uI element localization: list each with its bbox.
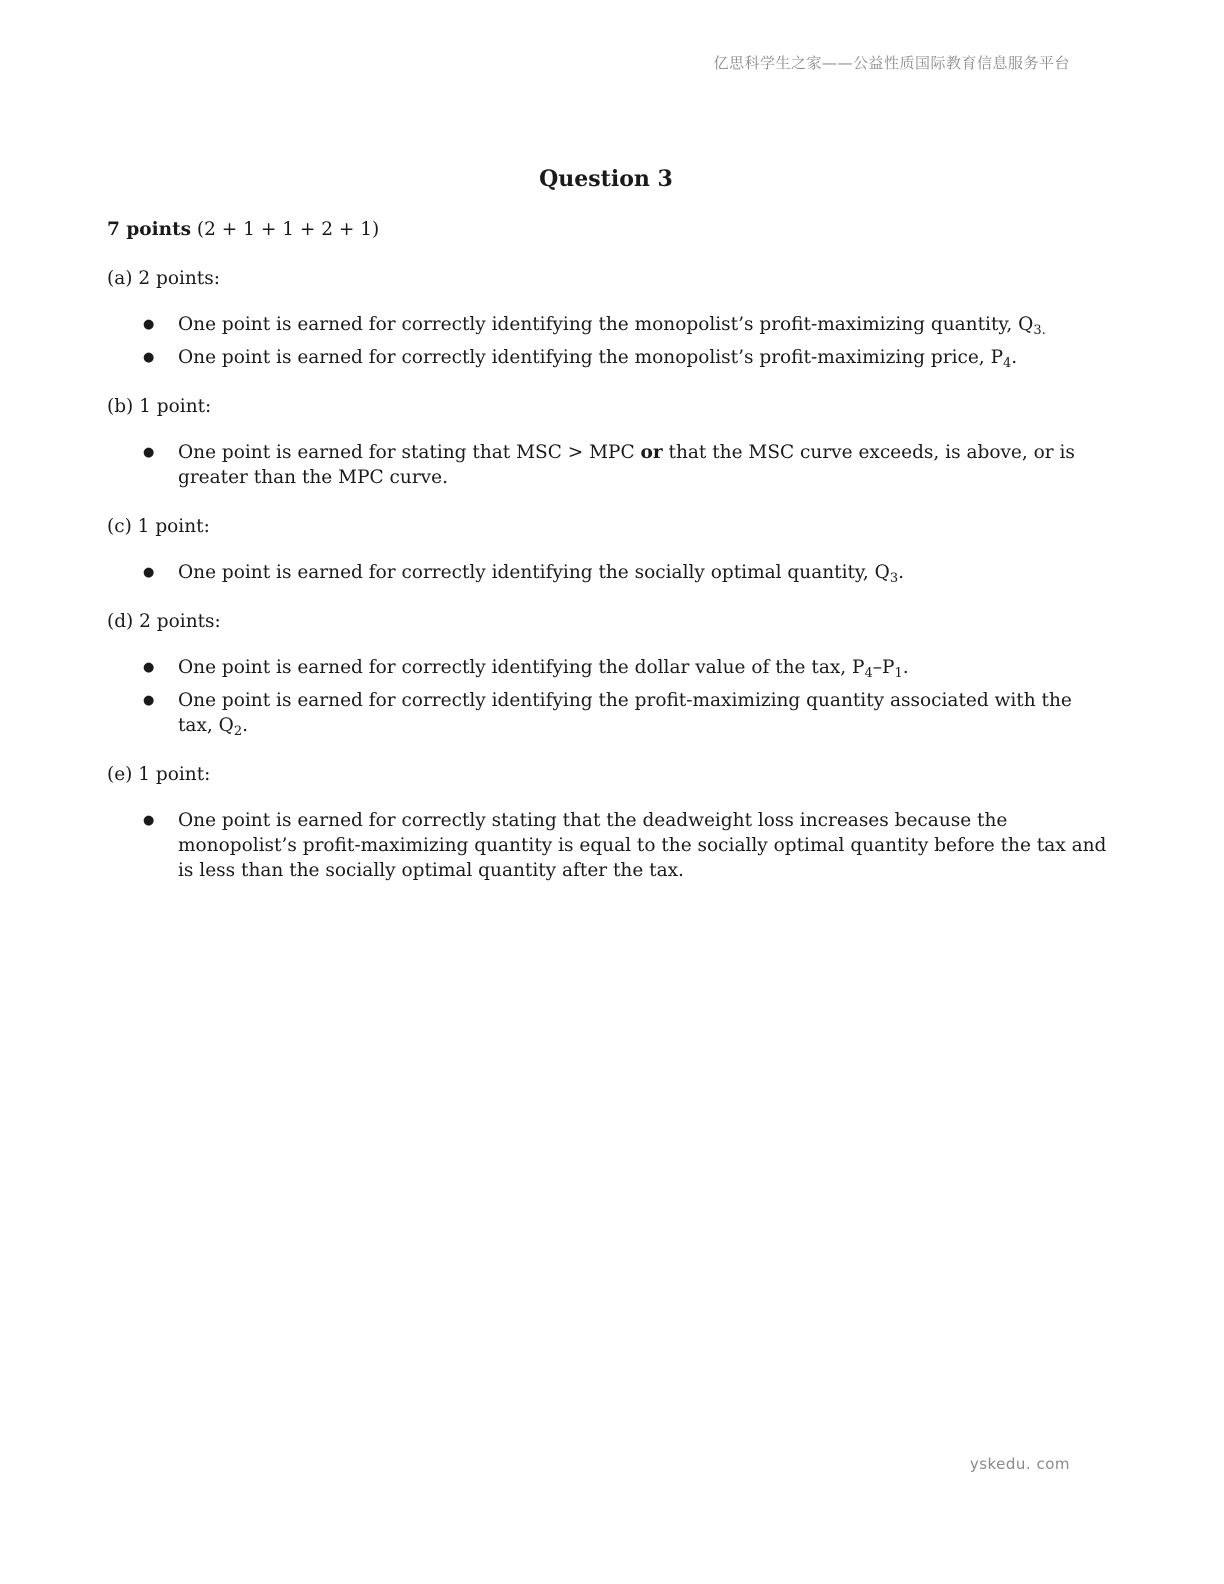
criterion-end: . [1011, 347, 1018, 368]
part-e-criteria [107, 808, 1107, 883]
page-title: Question 3 [539, 166, 673, 192]
part-e-label: (e) 1 point: [107, 764, 211, 785]
criterion-text: One point is earned for stating that MSC > MPC [178, 442, 641, 463]
part-d-label: (d) 2 points: [107, 611, 221, 632]
criterion-text: One point is earned for correctly identifying the monopolist’s profit-maximizing price, P [178, 347, 1004, 368]
list-item [107, 655, 1107, 680]
list-item [107, 688, 1107, 738]
header-watermark: 亿思科学生之家——公益性质国际教育信息服务平台 [713, 54, 1070, 72]
part-d-criteria [107, 655, 1107, 738]
part-c-criteria [107, 560, 1107, 585]
criterion-text: One point is earned for correctly identifying the monopolist’s profit-maximizing quantity, Q [178, 314, 1034, 335]
criterion-mid: –P [872, 657, 895, 678]
list-item [107, 312, 1107, 337]
subscript: 4 [864, 666, 873, 681]
criterion-text: One point is earned for correctly identifying the profit-maximizing quantity associated with the tax, Q [178, 690, 1072, 736]
scoring-guidelines [107, 217, 1107, 907]
total-points-value: 7 points [107, 219, 192, 240]
part-a-label: (a) 2 points: [107, 268, 220, 289]
list-item [107, 560, 1107, 585]
subscript: 3 [889, 571, 899, 586]
part-b-criteria [107, 440, 1107, 490]
subscript: 1 [894, 666, 903, 681]
criterion-end: . [242, 715, 248, 736]
points-breakdown: (2 + 1 + 1 + 2 + 1) [191, 219, 380, 240]
subscript: 4 [1003, 356, 1012, 371]
criterion-end: . [902, 657, 909, 678]
part-a-criteria [107, 312, 1107, 370]
part-c-label: (c) 1 point: [107, 516, 210, 537]
part-b-label: (b) 1 point: [107, 396, 212, 417]
criterion-end: . [898, 562, 905, 583]
list-item [107, 440, 1107, 490]
subscript: 3. [1033, 323, 1046, 338]
list-item [107, 345, 1107, 370]
criterion-text: One point is earned for correctly identifying the socially optimal quantity, Q [178, 562, 890, 583]
subscript: 2 [233, 724, 243, 739]
list-item [107, 808, 1107, 883]
criterion-text: One point is earned for correctly stating that the deadweight loss increases because the monopolist’s profit-maximizing quantity is equal to the socially optimal quantity before the tax and is less than the socially optimal quantity after the tax. [178, 810, 1107, 881]
criterion-text: One point is earned for correctly identifying the dollar value of the tax, P [178, 657, 865, 678]
footer-watermark: yskedu. com [969, 1455, 1070, 1473]
criterion-text-cont: that the MSC curve exceeds, is above, or is greater than the MPC curve. [178, 442, 1075, 488]
total-points [107, 217, 1107, 242]
emphasis-or: or [640, 442, 663, 463]
